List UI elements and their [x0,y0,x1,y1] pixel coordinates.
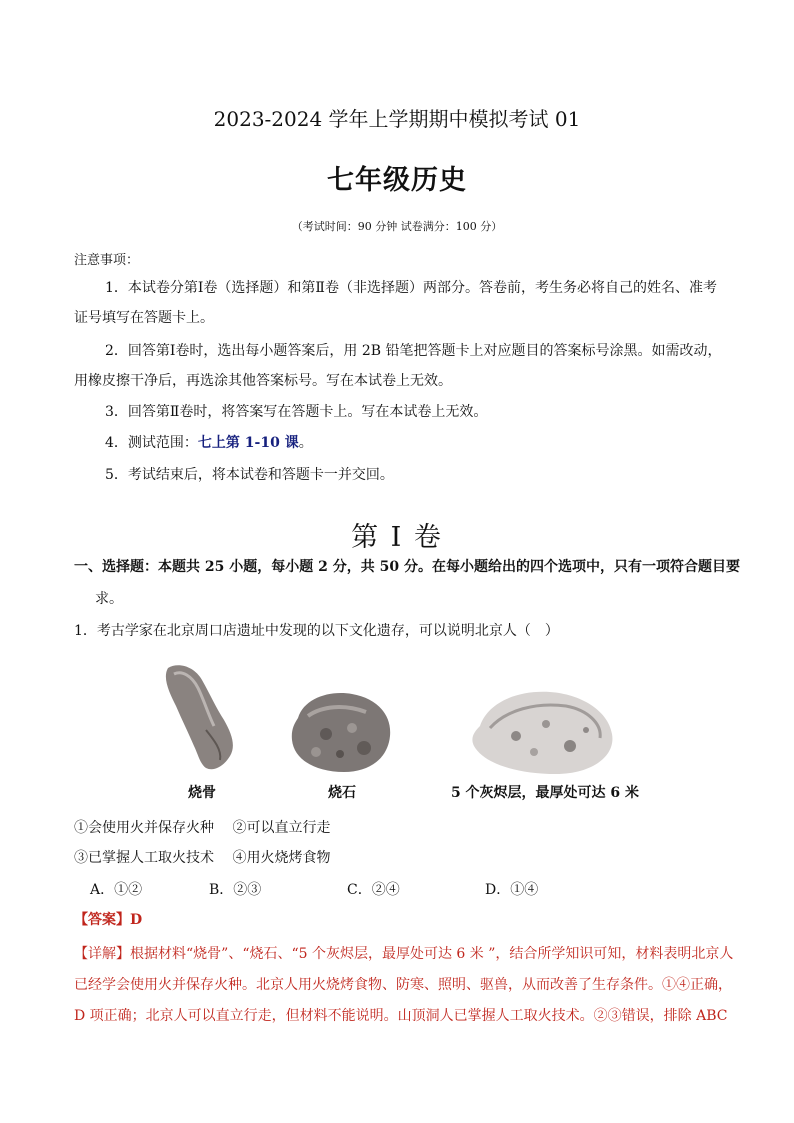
option-b: B．②③ [209,882,262,898]
notice-item-4 [105,428,313,458]
caption-burnt-stone: 烧石 [328,785,356,801]
notice-item-2-line-1: 2．回答第Ⅰ卷时，选出每小题答案后，用 2B 铅笔把答题卡上对应题目的答案标号涂黑。如需改动， [105,343,722,359]
section-instructions-line-1: 一、选择题：本题共 25 小题，每小题 2 分，共 50 分。在每小题给出的四个选项中，只有一项符合题目要 [74,559,740,575]
exam-title: 2023-2024 学年上学期期中模拟考试 01 [213,107,581,131]
ash-layer-image [466,686,616,778]
option-a: A．①② [90,882,143,898]
test-range: 七上第 1-10 课 [197,435,299,451]
burnt-stone-image [286,688,396,776]
statements-line-2: ③已掌握人工取火技术 ④用火烧烤食物 [74,850,331,866]
exam-meta: （考试时间：90 分钟 试卷满分：100 分） [291,220,503,233]
notice-item-4-suffix: 。 [298,435,313,451]
notice-item-4-prefix: 4．测试范围： [105,435,198,451]
section-instructions-line-2: 求。 [95,591,123,607]
question-stem: 1．考古学家在北京周口店遗址中发现的以下文化遗存，可以说明北京人（ ） [74,623,559,639]
notice-item-2-line-2: 用橡皮擦干净后，再选涂其他答案标号。写在本试卷上无效。 [74,373,452,389]
notice-item-3: 3．回答第Ⅱ卷时，将答案写在答题卡上。写在本试卷上无效。 [105,404,488,420]
answer-detail-line-3: D 项正确；北京人可以直立行走，但材料不能说明。山顶洞人已掌握人工取火技术。②③错误，排除 ABC [74,1008,728,1024]
notice-item-1-line-2: 证号填写在答题卡上。 [74,310,214,326]
option-d: D．①④ [485,882,539,898]
notice-item-5: 5．考试结束后，将本试卷和答题卡一并交回。 [105,467,394,483]
section-title: 第 I 卷 [351,522,443,553]
subject-title: 七年级历史 [327,165,467,196]
option-c: C．②④ [347,882,400,898]
burnt-bone-image [160,660,240,780]
statements-line-1: ①会使用火并保存火种 ②可以直立行走 [74,820,331,836]
caption-burnt-bone: 烧骨 [188,785,216,801]
notice-heading: 注意事项： [74,253,140,268]
answer-detail-line-1: 【详解】根据材料“烧骨”、“烧石、“5 个灰烬层，最厚处可达 6 米 ”，结合所学知识可知，材料表明北京人 [74,946,734,962]
caption-ash-layers: 5 个灰烬层，最厚处可达 6 米 [450,785,640,801]
answer-label: 【答案】D [74,912,143,928]
notice-item-1-line-1: 1．本试卷分第Ⅰ卷（选择题）和第Ⅱ卷（非选择题）两部分。答卷前，考生务必将自己的姓名、准考 [105,280,717,296]
answer-detail-line-2: 已经学会使用火并保存火种。北京人用火烧烤食物、防寒、照明、驱兽，从而改善了生存条件。①④正确， [74,977,732,993]
